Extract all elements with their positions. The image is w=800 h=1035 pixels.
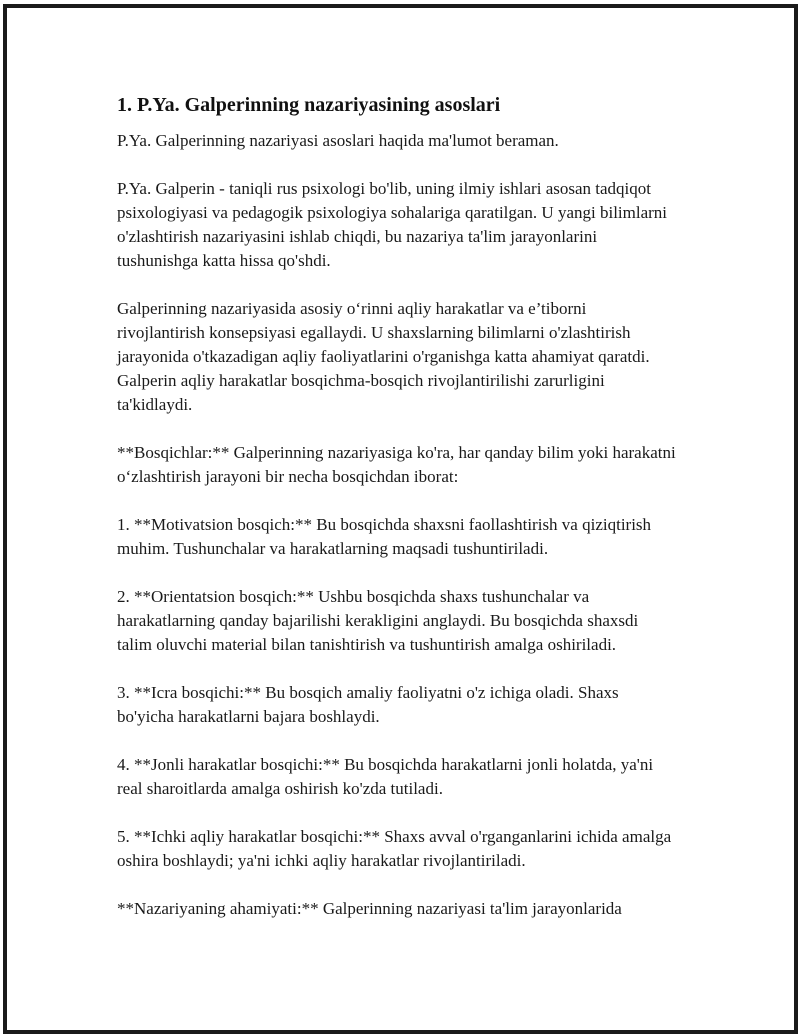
paragraph-intro: P.Ya. Galperinning nazariyasi asoslari haqida ma'lumot beraman. (117, 131, 559, 150)
paragraph-stage-4: 4. **Jonli harakatlar bosqichi:** Bu bosqichda harakatlarni jonli holatda, ya'ni real sharoitlarda amalga oshirish ko'zda tutiladi. (117, 755, 654, 798)
paragraph-significance: **Nazariyaning ahamiyati:** Galperinning nazariyasi ta'lim jarayonlarida (117, 899, 622, 918)
paragraph-stage-3: 3. **Icra bosqichi:** Bu bosqich amaliy faoliyatni o'z ichiga oladi. Shaxs bo'yicha harakatlarni bajara boshlaydi. (117, 683, 619, 726)
paragraph-stage-5: 5. **Ichki aqliy harakatlar bosqichi:** Shaxs avval o'rganganlarini ichida amalga oshira boshlaydi; ya'ni ichki aqliy harakatlar rivojlantiriladi. (117, 827, 672, 870)
paragraph-stage-2: 2. **Orientatsion bosqich:** Ushbu bosqichda shaxs tushunchalar va harakatlarning qanday bajarilishi kerakligini anglaydi. Bu bosqichda shaxsdi talim oluvchi material bilan tanishtirish va tushuntirish amalga oshiriladi. (117, 587, 639, 654)
paragraph-galperin-bio: P.Ya. Galperin - taniqli rus psixologi bo'lib, uning ilmiy ishlari asosan tadqiqot psixologiyasi va pedagogik psixologiya sohalariga qaratilgan. U yangi bilimlarni o'zlashtirish nazariyasini ishlab chiqdi, bu nazariya ta'lim jarayonlarini tushunishga katta hissa qo'shdi. (117, 179, 668, 270)
paragraph-stages-intro: **Bosqichlar:** Galperinning nazariyasiga ko'ra, har qanday bilim yoki harakatni o‘zlashtirish jarayoni bir necha bosqichdan iborat: (117, 443, 676, 486)
document-body (117, 92, 677, 921)
paragraph-theory-core: Galperinning nazariyasida asosiy o‘rinni aqliy harakatlar va e’tiborni rivojlantirish konsepsiyasi egallaydi. U shaxslarning bilimlarni o'zlashtirish jarayonida o'tkazadigan aqliy faoliyatlarini o'rganishga katta ahamiyat qaratdi. Galperin aqliy harakatlar bosqichma-bosqich rivojlantirilishi zarurligini ta'kidlaydi. (117, 299, 650, 414)
document-heading: 1. P.Ya. Galperinning nazariyasining asoslari (117, 94, 501, 116)
paragraph-stage-1: 1. **Motivatsion bosqich:** Bu bosqichda shaxsni faollashtirish va qiziqtirish muhim. Tushunchalar va harakatlarning maqsadi tushuntiriladi. (117, 515, 652, 558)
